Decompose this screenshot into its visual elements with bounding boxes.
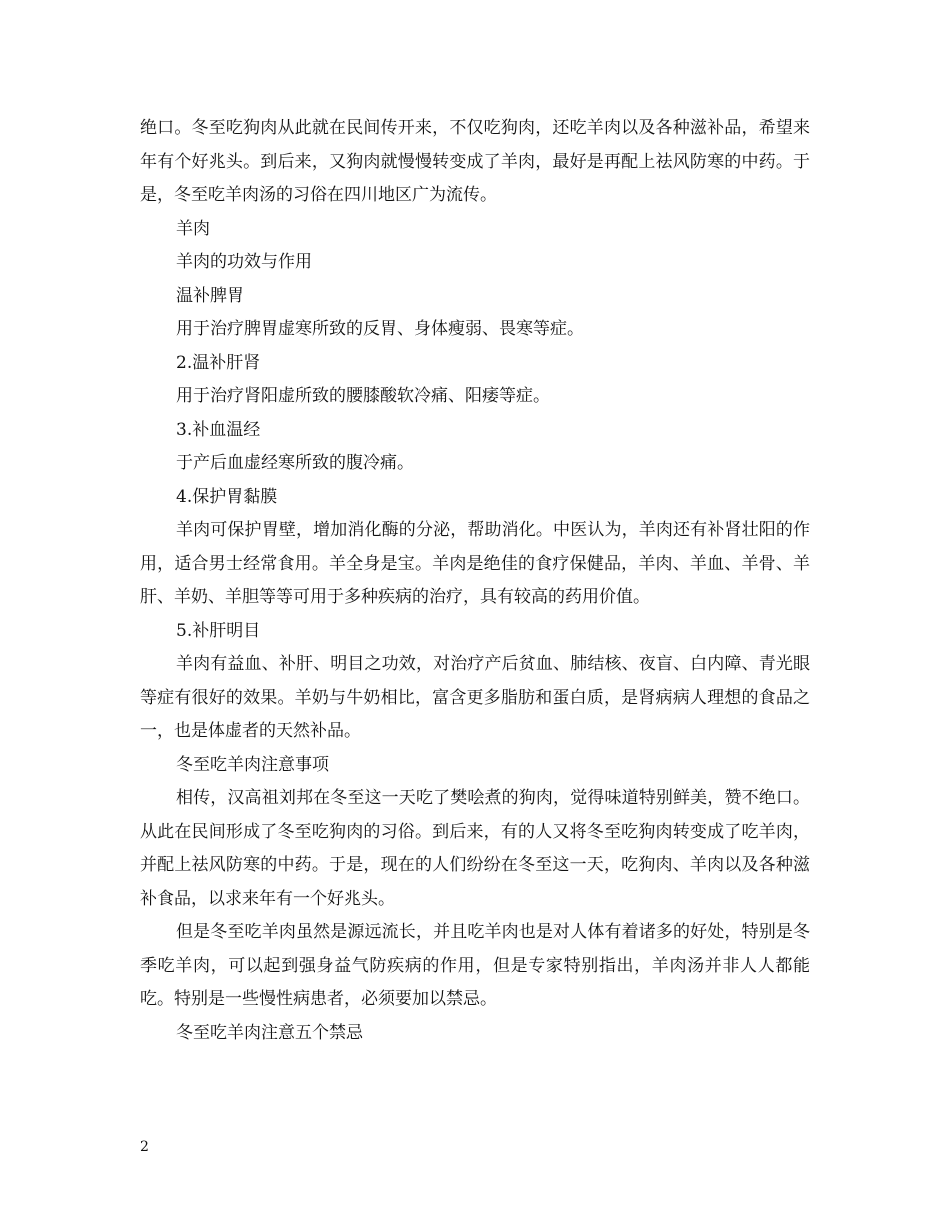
heading-mutton: 羊肉 (176, 218, 210, 239)
item-body-1: 用于治疗脾胃虚寒所致的反胃、身体瘦弱、畏寒等症。 (176, 319, 584, 339)
page-number: 2 (140, 1139, 149, 1155)
item-body-5: 羊肉有益血、补肝、明目之功效，对治疗产后贫血、肺结核、夜盲、白内障、青光眼等症有很好的效果。羊奶与牛奶相比，富含更多脂肪和蛋白质，是肾病病人理想的食品之一，也是体虚者的天然补品。 (140, 654, 810, 741)
item-heading-1: 温补脾胃 (176, 285, 244, 306)
item-heading-2: 2.温补肝肾 (176, 352, 261, 373)
item-heading-3: 3.补血温经 (176, 419, 261, 440)
paragraph-continued: 绝口。冬至吃狗肉从此就在民间传开来，不仅吃狗肉，还吃羊肉以及各种滋补品，希望来年有个好兆头。到后来，又狗肉就慢慢转变成了羊肉，最好是再配上祛风防寒的中药。于是，冬至吃羊肉汤的习俗在四川地区广为流传。 (140, 118, 810, 205)
heading-five-taboos: 冬至吃羊肉注意五个禁忌 (176, 1022, 363, 1043)
heading-mutton-benefits: 羊肉的功效与作用 (176, 252, 312, 272)
item-heading-4: 4.保护胃黏膜 (176, 486, 278, 507)
paragraph-legend: 相传，汉高祖刘邦在冬至这一天吃了樊哙煮的狗肉，觉得味道特别鲜美，赞不绝口。从此在民间形成了冬至吃狗肉的习俗。到后来，有的人又将冬至吃狗肉转变成了吃羊肉，并配上祛风防寒的中药。于是，现在的人们纷纷在冬至这一天，吃狗肉、羊肉以及各种滋补食品，以求来年有一个好兆头。 (140, 788, 810, 909)
paragraph-warning: 但是冬至吃羊肉虽然是源远流长，并且吃羊肉也是对人体有着诸多的好处，特别是冬季吃羊肉，可以起到强身益气防疾病的作用，但是专家特别指出，羊肉汤并非人人都能吃。特别是一些慢性病患者，必须要加以禁忌。 (140, 922, 810, 1009)
item-body-2: 用于治疗肾阳虚所致的腰膝酸软冷痛、阳痿等症。 (176, 386, 550, 406)
item-body-4: 羊肉可保护胃壁，增加消化酶的分泌，帮助消化。中医认为，羊肉还有补肾壮阳的作用，适合男士经常食用。羊全身是宝。羊肉是绝佳的食疗保健品，羊肉、羊血、羊骨、羊肝、羊奶、羊胆等等可用于多种疾病的治疗，具有较高的药用价值。 (140, 520, 810, 607)
item-body-3: 于产后血虚经寒所致的腹冷痛。 (176, 453, 414, 473)
document-body (140, 112, 810, 1050)
item-heading-5: 5.补肝明目 (176, 620, 261, 641)
heading-precautions: 冬至吃羊肉注意事项 (176, 754, 329, 775)
